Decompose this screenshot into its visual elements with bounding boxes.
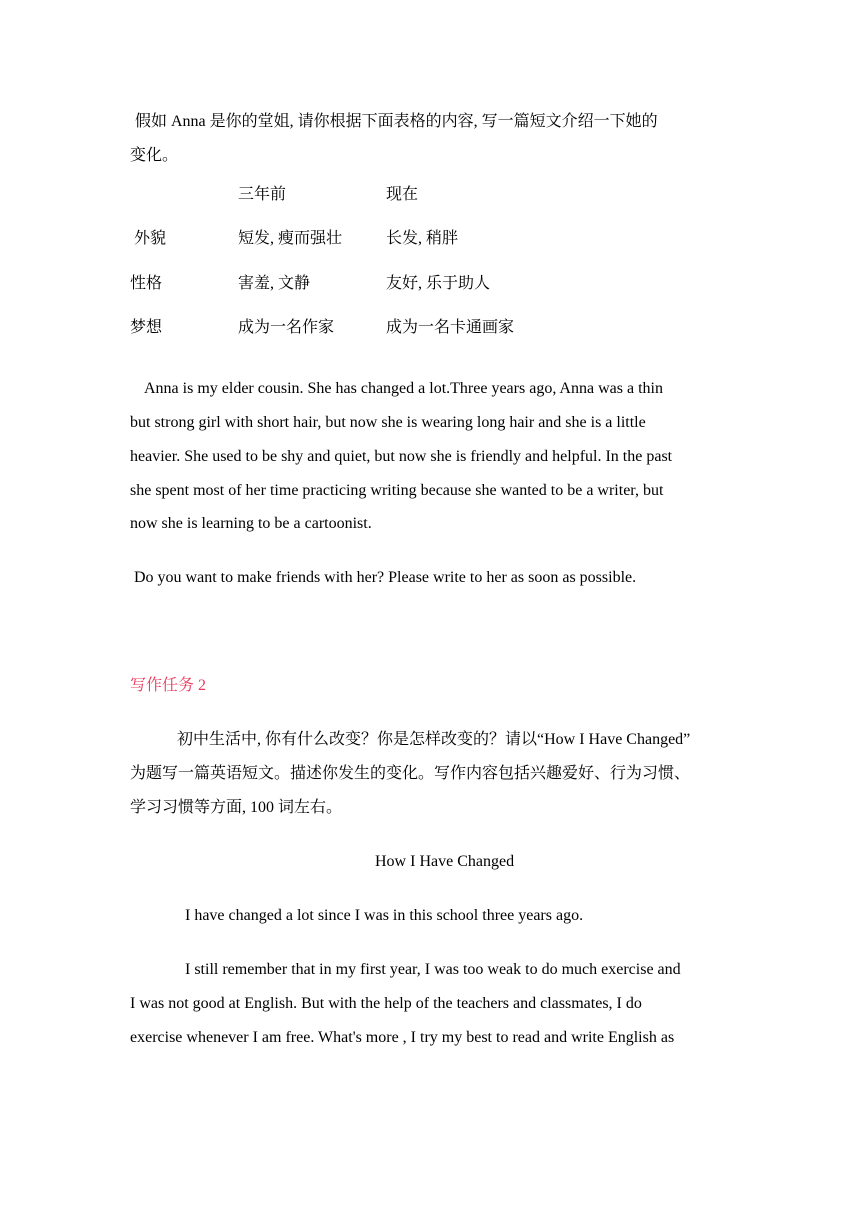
table-row-label: 性格 xyxy=(130,275,163,292)
essay-paragraph-2-line: I still remember that in my first year, I was too weak to do much exercise and xyxy=(185,961,681,978)
table-row-label: 外貌 xyxy=(134,230,167,247)
task2-prompt-line: 为题写一篇英语短文。描述你发生的变化。写作内容包括兴趣爱好、行为习惯、 xyxy=(130,765,691,782)
essay-line: Anna is my elder cousin. She has changed a lot.Three years ago, Anna was a thin xyxy=(144,380,663,397)
essay-line: now she is learning to be a cartoonist. xyxy=(130,515,372,532)
essay-line: she spent most of her time practicing writing because she wanted to be a writer, but xyxy=(130,482,664,499)
essay-line: heavier. She used to be shy and quiet, but now she is friendly and helpful. In the past xyxy=(130,448,673,465)
task2-prompt-line: 学习习惯等方面, 100 词左右。 xyxy=(130,799,343,816)
essay-title: How I Have Changed xyxy=(375,853,515,870)
essay-paragraph-2-line: exercise whenever I am free. What's more , I try my best to read and write English as xyxy=(130,1029,675,1046)
table-cell-before: 成为一名作家 xyxy=(238,319,335,336)
table-cell-now: 友好, 乐于助人 xyxy=(386,275,491,292)
task1-prompt-line-1: 假如 Anna 是你的堂姐, 请你根据下面表格的内容, 写一篇短文介绍一下她的 xyxy=(135,113,658,130)
table-cell-before: 短发, 瘦而强壮 xyxy=(238,230,343,247)
task1-prompt-line-2: 变化。 xyxy=(130,147,179,164)
table-cell-now: 成为一名卡通画家 xyxy=(386,319,515,336)
table-cell-now: 长发, 稍胖 xyxy=(386,230,459,247)
table-header-now: 现在 xyxy=(386,186,419,203)
table-cell-before: 害羞, 文静 xyxy=(238,275,311,292)
essay-paragraph-2-line: I was not good at English. But with the help of the teachers and classmates, I do xyxy=(130,995,642,1012)
table-header-before: 三年前 xyxy=(238,186,287,203)
task2-prompt-line: 初中生活中, 你有什么改变？你是怎样改变的？请以“How I Have Changed” xyxy=(177,731,691,748)
task2-heading: 写作任务 2 xyxy=(130,677,207,694)
essay-closing: Do you want to make friends with her? Please write to her as soon as possible. xyxy=(134,569,637,586)
essay-line: but strong girl with short hair, but now she is wearing long hair and she is a little xyxy=(130,414,646,431)
essay-paragraph-1: I have changed a lot since I was in this school three years ago. xyxy=(185,907,584,924)
table-row-label: 梦想 xyxy=(130,319,163,336)
